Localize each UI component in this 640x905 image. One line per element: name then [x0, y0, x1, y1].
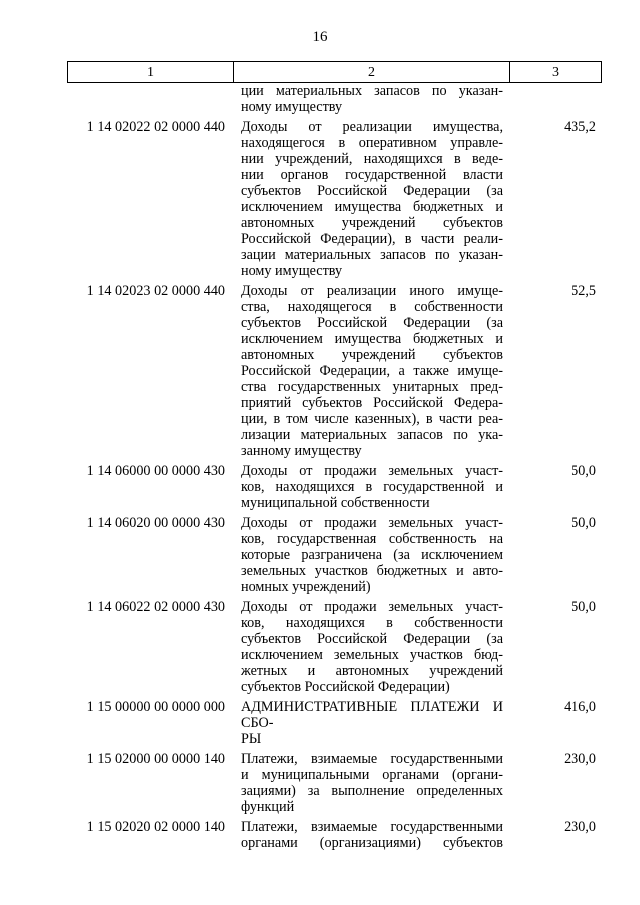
header-col-1: 1	[68, 62, 234, 82]
row-name-line: жетных и автономных учреждений	[241, 663, 503, 679]
row-name-line: РЫ	[241, 731, 262, 747]
row-name	[241, 699, 503, 747]
row-name-line: которые разграничена (за исключением	[241, 547, 503, 563]
row-name-line: АДМИНИСТРАТИВНЫЕ ПЛАТЕЖИ И СБО-	[241, 699, 503, 731]
row-name-line: ному имуществу	[241, 263, 343, 279]
row-name-line: исключением имущества бюджетных и	[241, 331, 503, 347]
row-name-line: Доходы от реализации имущества,	[241, 119, 503, 135]
row-code: 1 14 02022 02 0000 440	[86, 119, 225, 135]
row-name-line: нии учреждений, находящихся в веде-	[241, 151, 503, 167]
row-name-line: занному имуществу	[241, 443, 362, 459]
row-code	[67, 83, 233, 115]
table-row	[67, 283, 602, 459]
page-number: 16	[312, 29, 328, 45]
table-body	[67, 83, 602, 855]
row-name	[241, 83, 503, 115]
row-name-line: ции, в том числе казенных), в части реа-	[241, 411, 503, 427]
row-name	[241, 599, 503, 695]
row-name-line: Российской Федерации, а также имуще-	[241, 363, 503, 379]
row-amount: 435,2	[564, 119, 596, 135]
row-code: 1 15 02020 02 0000 140	[86, 819, 225, 835]
row-name-line: субъектов Российской Федерации)	[241, 679, 450, 695]
row-name	[241, 819, 503, 851]
row-amount: 50,0	[571, 463, 596, 479]
row-name-line: ков, находящихся в собственности	[241, 615, 503, 631]
row-name	[241, 119, 503, 279]
row-name-line: Российской Федерации), в части реали-	[241, 231, 503, 247]
row-name	[241, 515, 503, 595]
row-code: 1 15 00000 00 0000 000	[86, 699, 225, 715]
row-name-line: ному имуществу	[241, 99, 343, 115]
table-row	[67, 599, 602, 695]
table-row	[67, 463, 602, 511]
row-name-line: муниципальной собственности	[241, 495, 430, 511]
header-col-2: 2	[234, 62, 510, 82]
table-row	[67, 699, 602, 747]
row-name-line: ков, государственная собственность на	[241, 531, 503, 547]
row-amount: 230,0	[564, 819, 596, 835]
row-name-line: органами (организациями) субъектов	[241, 835, 503, 851]
row-name-line: лизации материальных запасов по ука-	[241, 427, 503, 443]
row-name-line: субъектов Российской Федерации (за	[241, 315, 503, 331]
row-name-line: приятий субъектов Российской Федера-	[241, 395, 503, 411]
row-amount: 230,0	[564, 751, 596, 767]
row-name-line: автономных учреждений субъектов	[241, 347, 503, 363]
row-name	[241, 751, 503, 815]
row-name-line: ции материальных запасов по указан-	[241, 83, 503, 99]
row-name-line: субъектов Российской Федерации (за	[241, 631, 503, 647]
table-row	[67, 515, 602, 595]
row-code: 1 14 06020 00 0000 430	[86, 515, 225, 531]
row-amount	[503, 83, 602, 115]
row-name	[241, 283, 503, 459]
row-name-line: земельных участков бюджетных и авто-	[241, 563, 503, 579]
row-code: 1 14 02023 02 0000 440	[86, 283, 225, 299]
row-name-line: ства, находящегося в собственности	[241, 299, 503, 315]
row-code: 1 14 06000 00 0000 430	[86, 463, 225, 479]
row-name-line: находящегося в оперативном управле-	[241, 135, 503, 151]
row-name-line: Доходы от продажи земельных участ-	[241, 515, 503, 531]
row-name-line: Платежи, взимаемые государственными	[241, 751, 503, 767]
table-header	[67, 61, 602, 83]
row-name-line: номных учреждений)	[241, 579, 371, 595]
row-amount: 50,0	[571, 515, 596, 531]
row-name-line: нии органов государственной власти	[241, 167, 503, 183]
row-name-line: зации материальных запасов по указан-	[241, 247, 503, 263]
table-row	[67, 751, 602, 815]
table-row	[67, 83, 602, 115]
row-name-line: исключением земельных участков бюд-	[241, 647, 503, 663]
header-col-3: 3	[552, 65, 559, 80]
row-name-line: субъектов Российской Федерации (за	[241, 183, 503, 199]
row-name-line: Доходы от продажи земельных участ-	[241, 599, 503, 615]
row-name-line: функций	[241, 799, 295, 815]
row-code: 1 14 06022 02 0000 430	[86, 599, 225, 615]
row-amount: 50,0	[571, 599, 596, 615]
row-amount: 416,0	[564, 699, 596, 715]
row-name-line: ства государственных унитарных пред-	[241, 379, 503, 395]
row-name-line: Доходы от реализации иного имуще-	[241, 283, 503, 299]
row-name-line: автономных учреждений субъектов	[241, 215, 503, 231]
row-name-line: исключением имущества бюджетных и	[241, 199, 503, 215]
row-amount: 52,5	[571, 283, 596, 299]
row-name-line: Доходы от продажи земельных участ-	[241, 463, 503, 479]
row-name-line: и муниципальными органами (органи-	[241, 767, 503, 783]
row-name	[241, 463, 503, 511]
row-code: 1 15 02000 00 0000 140	[86, 751, 225, 767]
row-name-line: Платежи, взимаемые государственными	[241, 819, 503, 835]
table-row	[67, 819, 602, 851]
row-name-line: ков, находящихся в государственной и	[241, 479, 503, 495]
table-row	[67, 119, 602, 279]
row-name-line: зациями) за выполнение определенных	[241, 783, 503, 799]
